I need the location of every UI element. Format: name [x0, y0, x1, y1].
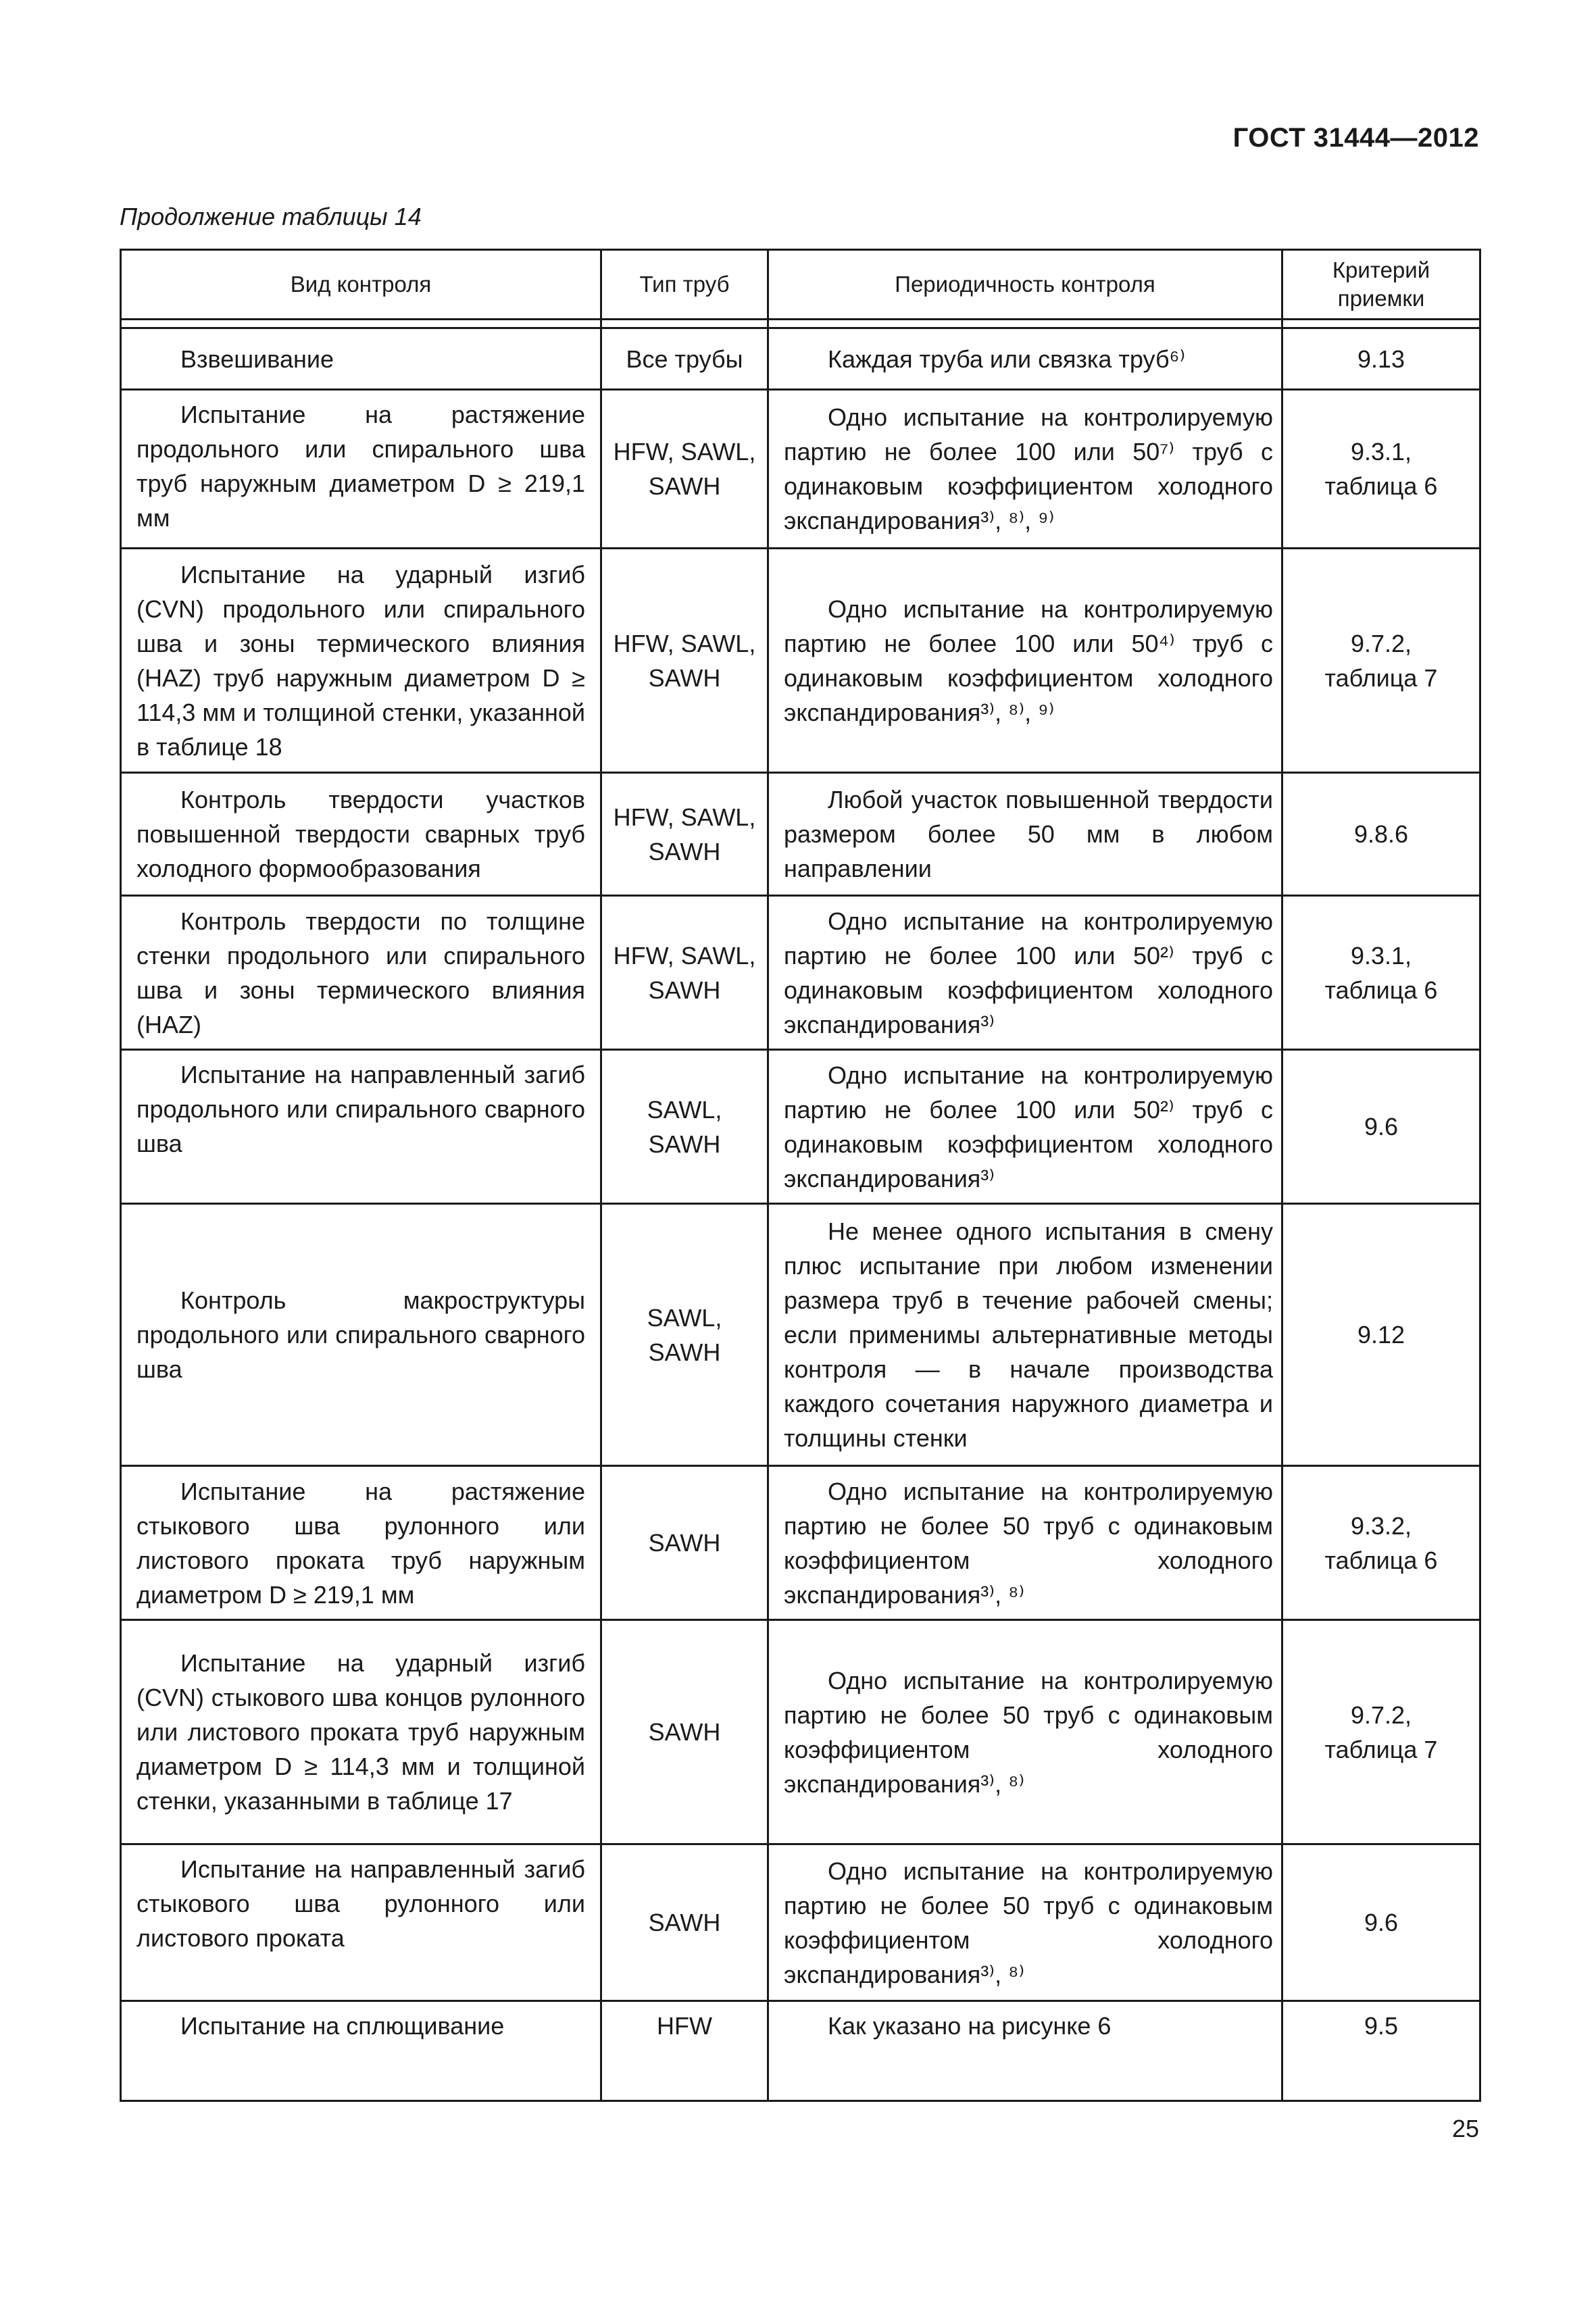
- cell-acceptance-criterion: 9.3.2, таблица 6: [1282, 1466, 1480, 1620]
- table-row: [121, 773, 1480, 896]
- cell-periodicity: Одно испытание на контролируемую партию не более 100 или 50⁴⁾ труб с одинаковым коэффициентом холодного экспандирования³⁾, ⁸⁾, ⁹⁾: [768, 549, 1282, 773]
- cell-periodicity: Одно испытание на контролируемую партию не более 100 или 50²⁾ труб с одинаковым коэффициентом холодного экспандирования³⁾: [768, 896, 1282, 1050]
- page-number: 25: [1451, 2115, 1479, 2142]
- cell-pipe-type: SAWL, SAWH: [601, 1204, 768, 1466]
- cell-acceptance-criterion: 9.7.2, таблица 7: [1282, 1620, 1480, 1844]
- cell-pipe-type: Все трубы: [601, 328, 768, 390]
- column-header-periodicity: Периодичность контроля: [768, 250, 1282, 320]
- cell-pipe-type: SAWH: [601, 1844, 768, 2001]
- table-row: [121, 1844, 1480, 2001]
- cell-control-type: Взвешивание: [121, 328, 601, 390]
- cell-control-type: Испытание на сплющивание: [121, 2001, 601, 2101]
- table-row: [121, 2001, 1480, 2101]
- cell-pipe-type: SAWL, SAWH: [601, 1050, 768, 1204]
- table-row: [121, 328, 1480, 390]
- table-header-row: [121, 250, 1480, 320]
- cell-periodicity: Одно испытание на контролируемую партию не более 100 или 50²⁾ труб с одинаковым коэффициентом холодного экспандирования³⁾: [768, 1050, 1282, 1204]
- cell-pipe-type: HFW, SAWL, SAWH: [601, 896, 768, 1050]
- cell-pipe-type: SAWH: [601, 1620, 768, 1844]
- cell-control-type: Испытание на ударный изгиб (CVN) стыкового шва концов рулонного или листового проката труб наружным диаметром D ≥ 114,3 мм и толщиной стенки, указанными в таблице 17: [121, 1620, 601, 1844]
- column-header-control-type: Вид контроля: [121, 250, 601, 320]
- column-header-acceptance-criterion: Критерий приемки: [1282, 250, 1480, 320]
- cell-acceptance-criterion: 9.8.6: [1282, 773, 1480, 896]
- cell-acceptance-criterion: 9.3.1, таблица 6: [1282, 896, 1480, 1050]
- cell-acceptance-criterion: 9.6: [1282, 1844, 1480, 2001]
- cell-control-type: Испытание на направленный загиб продольного или спирального сварного шва: [121, 1050, 601, 1204]
- inspection-table: [120, 249, 1481, 2102]
- cell-control-type: Испытание на направленный загиб стыкового шва рулонного или листового проката: [121, 1844, 601, 2001]
- table-caption: Продолжение таблицы 14: [120, 203, 422, 230]
- cell-pipe-type: HFW: [601, 2001, 768, 2101]
- table-row: [121, 1620, 1480, 1844]
- cell-control-type: Испытание на растяжение стыкового шва рулонного или листового проката труб наружным диаметром D ≥ 219,1 мм: [121, 1466, 601, 1620]
- cell-acceptance-criterion: 9.12: [1282, 1204, 1480, 1466]
- cell-pipe-type: HFW, SAWL, SAWH: [601, 773, 768, 896]
- table-row: [121, 549, 1480, 773]
- table-row: [121, 1466, 1480, 1620]
- cell-pipe-type: HFW, SAWL, SAWH: [601, 549, 768, 773]
- cell-pipe-type: HFW, SAWL, SAWH: [601, 390, 768, 549]
- cell-acceptance-criterion: 9.7.2, таблица 7: [1282, 549, 1480, 773]
- cell-periodicity: Одно испытание на контролируемую партию не более 50 труб с одинаковым коэффициентом холодного экспандирования³⁾, ⁸⁾: [768, 1844, 1282, 2001]
- cell-control-type: Испытание на растяжение продольного или спирального шва труб наружным диаметром D ≥ 219,1 мм: [121, 390, 601, 549]
- cell-periodicity: Любой участок повышенной твердости размером более 50 мм в любом направлении: [768, 773, 1282, 896]
- cell-periodicity: Не менее одного испытания в смену плюс испытание при любом изменении размера труб в течение рабочей смены; если применимы альтернативные методы контроля — в начале производства каждого сочетания наружного диаметра и толщины стенки: [768, 1204, 1282, 1466]
- table-row: [121, 390, 1480, 549]
- table-row: [121, 896, 1480, 1050]
- column-header-pipe-type: Тип труб: [601, 250, 768, 320]
- cell-acceptance-criterion: 9.3.1, таблица 6: [1282, 390, 1480, 549]
- table-row: [121, 1050, 1480, 1204]
- cell-acceptance-criterion: 9.13: [1282, 328, 1480, 390]
- document-standard-number: ГОСТ 31444—2012: [1232, 123, 1479, 153]
- cell-control-type: Контроль твердости по толщине стенки продольного или спирального шва и зоны термического влияния (HAZ): [121, 896, 601, 1050]
- cell-control-type: Контроль твердости участков повышенной твердости сварных труб холодного формообразования: [121, 773, 601, 896]
- table-row: [121, 1204, 1480, 1466]
- cell-periodicity: Одно испытание на контролируемую партию не более 100 или 50⁷⁾ труб с одинаковым коэффициентом холодного экспандирования³⁾, ⁸⁾, ⁹⁾: [768, 390, 1282, 549]
- cell-periodicity: Как указано на рисунке 6: [768, 2001, 1282, 2101]
- cell-acceptance-criterion: 9.6: [1282, 1050, 1480, 1204]
- cell-pipe-type: SAWH: [601, 1466, 768, 1620]
- cell-periodicity: Одно испытание на контролируемую партию не более 50 труб с одинаковым коэффициентом холодного экспандирования³⁾, ⁸⁾: [768, 1466, 1282, 1620]
- cell-periodicity: Каждая труба или связка труб⁶⁾: [768, 328, 1282, 390]
- cell-control-type: Испытание на ударный изгиб (CVN) продольного или спирального шва и зоны термического влияния (HAZ) труб наружным диаметром D ≥ 114,3 мм и толщиной стенки, указанной в таблице 18: [121, 549, 601, 773]
- cell-periodicity: Одно испытание на контролируемую партию не более 50 труб с одинаковым коэффициентом холодного экспандирования³⁾, ⁸⁾: [768, 1620, 1282, 1844]
- cell-acceptance-criterion: 9.5: [1282, 2001, 1480, 2101]
- cell-control-type: Контроль макроструктуры продольного или спирального сварного шва: [121, 1204, 601, 1466]
- header-spacer-row: [121, 320, 1480, 328]
